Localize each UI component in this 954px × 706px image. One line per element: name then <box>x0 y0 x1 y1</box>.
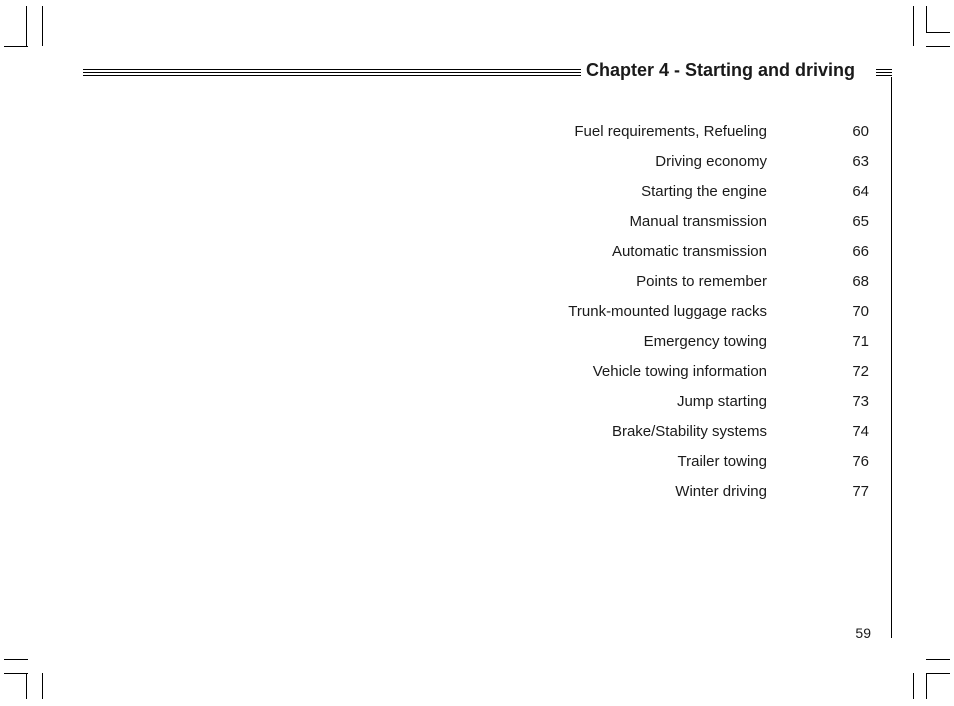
toc-row[interactable] <box>500 392 870 412</box>
crop-mark-top-left-v2 <box>42 6 43 46</box>
toc-row[interactable] <box>500 422 870 442</box>
toc-row[interactable] <box>500 122 870 142</box>
toc-row[interactable] <box>500 242 870 262</box>
header-rule-3 <box>83 75 581 76</box>
crop-mark-top-right-v1 <box>913 6 914 46</box>
toc-entry-label[interactable]: Brake/Stability systems <box>611 423 767 440</box>
toc-row[interactable] <box>500 212 870 232</box>
crop-mark-top-right-h1 <box>926 32 950 33</box>
toc-entry-label[interactable]: Automatic transmission <box>611 243 767 260</box>
toc-entry-page[interactable]: 72 <box>852 363 869 380</box>
header-rule-1 <box>83 69 581 70</box>
crop-mark-bottom-left-h2 <box>4 673 28 674</box>
toc-entry-label[interactable]: Driving economy <box>655 153 767 170</box>
toc-row[interactable] <box>500 272 870 292</box>
chapter-title: Chapter 4 - Starting and driving <box>586 60 856 80</box>
crop-mark-bottom-right-v2 <box>926 673 927 699</box>
crop-mark-top-left-v1 <box>26 6 27 46</box>
toc-entry-label[interactable]: Manual transmission <box>629 213 767 230</box>
crop-mark-top-right-v2 <box>926 6 927 32</box>
toc-entry-page[interactable]: 73 <box>852 393 869 410</box>
toc-entry-page[interactable]: 64 <box>852 183 869 200</box>
toc-row[interactable] <box>500 482 870 502</box>
toc-entry-label[interactable]: Points to remember <box>636 273 767 290</box>
header-rule-end-3 <box>876 75 892 76</box>
toc-entry-label[interactable]: Fuel requirements, Refueling <box>574 123 767 140</box>
toc-entry-page[interactable]: 70 <box>852 303 869 320</box>
toc-entry-label[interactable]: Trailer towing <box>677 453 767 470</box>
toc-row[interactable] <box>500 332 870 352</box>
toc-entry-page[interactable]: 74 <box>852 423 869 440</box>
crop-mark-top-left-h <box>4 46 28 47</box>
page-edge-rule <box>891 77 892 638</box>
toc-entry-page[interactable]: 77 <box>852 483 869 500</box>
toc-row[interactable] <box>500 452 870 472</box>
toc-entry-label[interactable]: Jump starting <box>676 393 767 410</box>
toc-entry-page[interactable]: 76 <box>852 453 869 470</box>
toc-entry-label[interactable]: Emergency towing <box>643 333 767 350</box>
toc-entry-page[interactable]: 66 <box>852 243 869 260</box>
toc-row[interactable] <box>500 302 870 322</box>
toc-entry-label[interactable]: Vehicle towing information <box>592 363 767 380</box>
toc-entry-label[interactable]: Trunk-mounted luggage racks <box>568 303 767 320</box>
page-number: 59 <box>855 625 871 641</box>
toc-entry-page[interactable]: 68 <box>852 273 869 290</box>
crop-mark-bottom-left-h <box>4 659 28 660</box>
toc-entry-page[interactable]: 63 <box>852 153 869 170</box>
toc-entry-page[interactable]: 71 <box>852 333 869 350</box>
toc-row[interactable] <box>500 362 870 382</box>
toc-entry-page[interactable]: 60 <box>852 123 869 140</box>
crop-mark-bottom-right-v1 <box>913 673 914 699</box>
crop-mark-bottom-right-h2 <box>926 673 950 674</box>
crop-mark-bottom-left-v2 <box>42 673 43 699</box>
crop-mark-top-right-h2 <box>926 46 950 47</box>
header-rule-2 <box>83 72 581 73</box>
toc-entry-label[interactable]: Starting the engine <box>641 183 767 200</box>
toc-row[interactable] <box>500 152 870 172</box>
crop-mark-bottom-left-v1 <box>26 673 27 699</box>
crop-mark-bottom-right-h1 <box>926 659 950 660</box>
header-rule-end-2 <box>876 72 892 73</box>
toc-row[interactable] <box>500 182 870 202</box>
toc-entry-page[interactable]: 65 <box>852 213 869 230</box>
toc-entry-label[interactable]: Winter driving <box>675 483 767 500</box>
header-rule-end-1 <box>876 69 892 70</box>
